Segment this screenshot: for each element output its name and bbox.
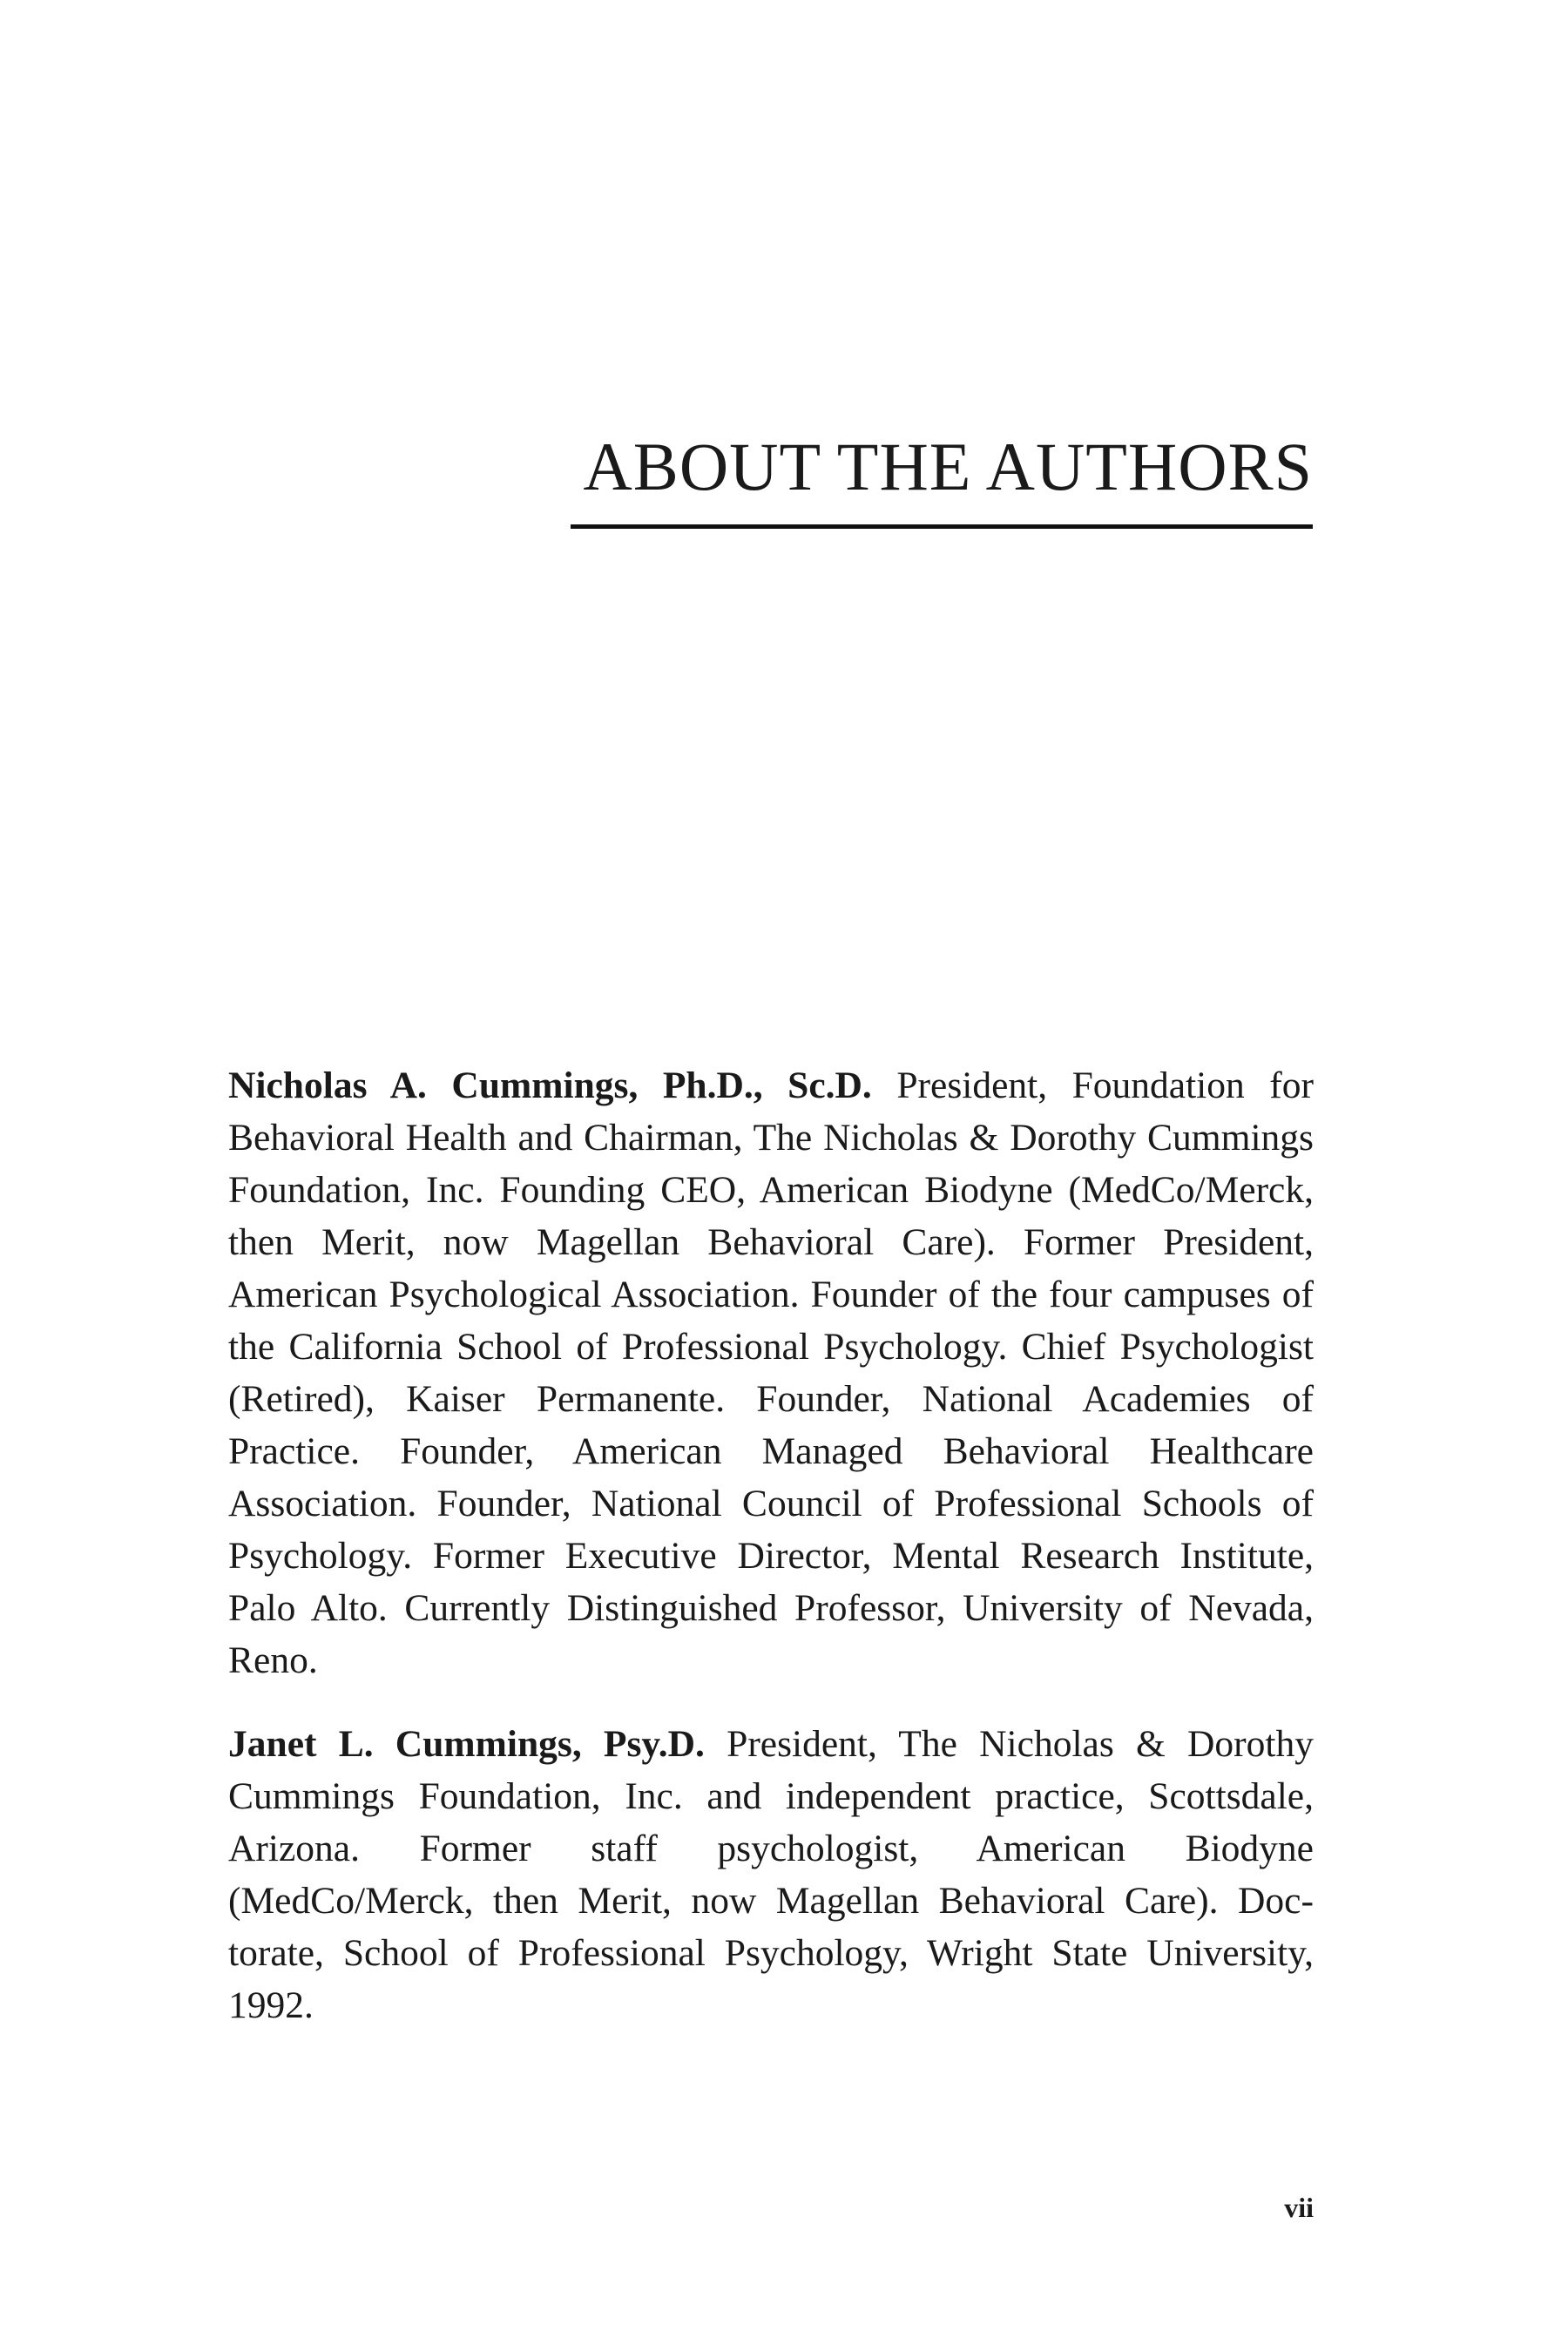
title-underline-rule — [571, 524, 1313, 529]
author-bio-text: President, The Nicholas & Dorothy Cummings Foundation, Inc. and independent practice, Scottsdale, Arizona. Former staff psychologist, American Biodyne (MedCo/Merck, then Merit, now Magellan Behavioral Care). Doctorate, School of Professional Psychology, Wright State University, 1992. — [228, 1723, 1314, 2026]
author-bio-text: President, Foundation for Behavioral Health and Chairman, The Nicholas & Dorothy Cummings Foundation, Inc. Founding CEO, American Biodyne (MedCo/Merck, then Merit, now Magellan Behavioral Care). Former President, American Psychological Association. Founder of the four campuses of the California School of Professional Psychology. Chief Psychologist (Retired), Kaiser Permanente. Founder, National Academies of Practice. Founder, American Managed Behavioral Healthcare Association. Founder, National Council of Professional Schools of Psychology. Former Executive Director, Mental Research Institute, Palo Alto. Currently Distinguished Professor, University of Nevada, Reno. — [228, 1064, 1314, 1681]
page-number: vii — [1284, 2192, 1314, 2223]
author-name: Nicholas A. Cummings, Ph.D., Sc.D. — [228, 1064, 872, 1106]
author-name: Janet L. Cummings, Psy.D. — [228, 1723, 705, 1765]
author-bio-nicholas-cummings — [228, 1059, 1314, 1686]
author-bio-janet-cummings — [228, 1718, 1314, 2031]
chapter-title: ABOUT THE AUTHORS — [583, 429, 1313, 504]
